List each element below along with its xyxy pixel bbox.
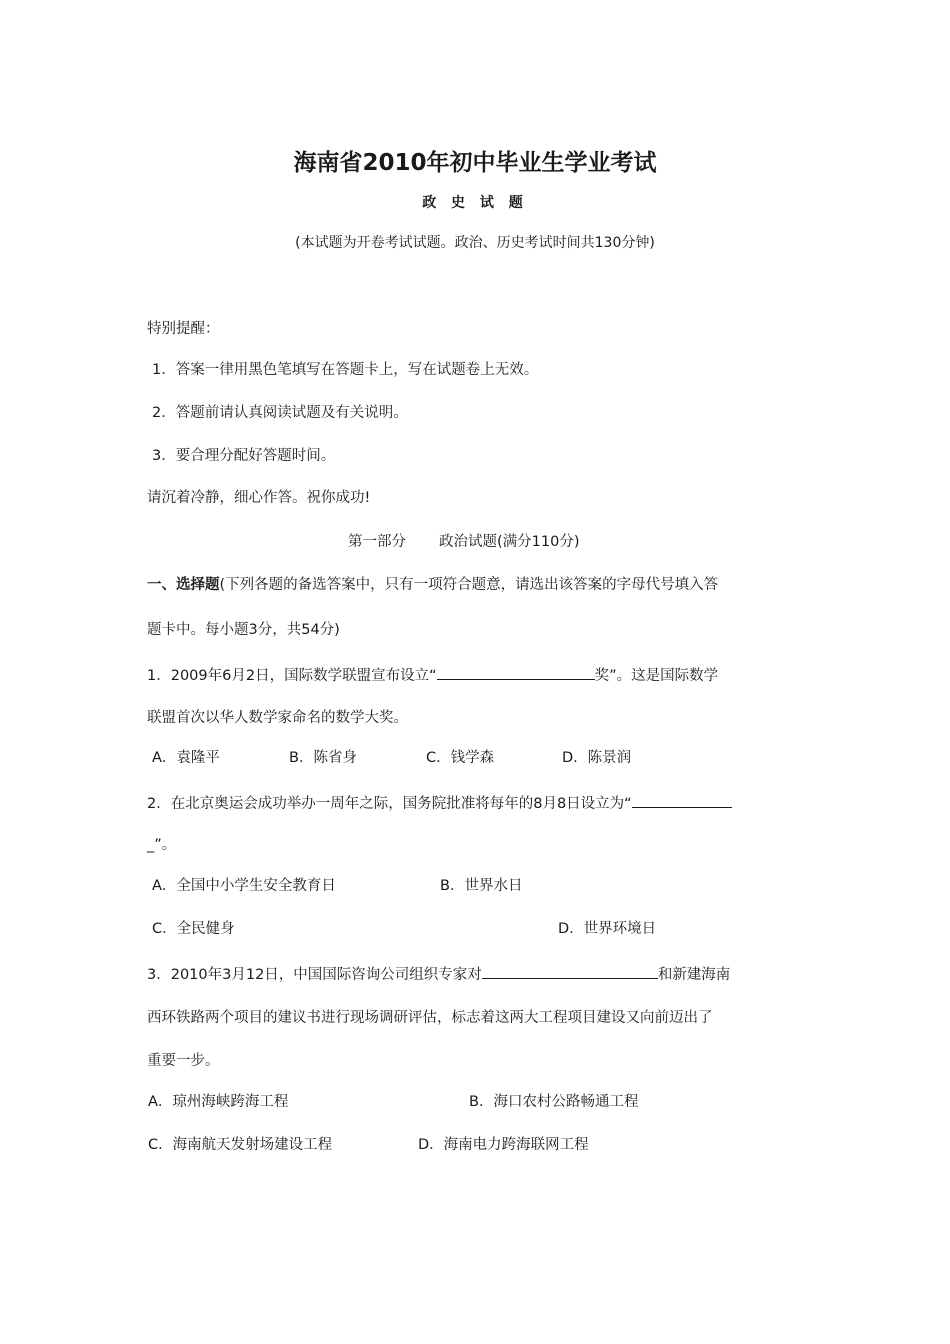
question-1-option-a: A．袁隆平 bbox=[152, 750, 220, 766]
question-2-blank bbox=[632, 794, 732, 808]
section-instruction-text: (下列各题的备选答案中，只有一项符合题意，请选出该答案的字母代号填入答 bbox=[219, 577, 719, 593]
section-instruction-cont: 题卡中。每小题3分，共54分) bbox=[147, 622, 340, 638]
exam-subtitle: 政 史 试 题 bbox=[422, 195, 528, 211]
question-2-stem bbox=[147, 794, 732, 812]
question-3-stem-b: 和新建海南 bbox=[657, 967, 731, 983]
section-heading: 一、选择题 bbox=[147, 577, 220, 593]
reminder-closing: 请沉着冷静，细心作答。祝你成功! bbox=[147, 490, 371, 506]
question-3-stem bbox=[147, 965, 730, 983]
reminder-item-2: 2．答题前请认真阅读试题及有关说明。 bbox=[152, 405, 408, 421]
question-3-option-b: B．海口农村公路畅通工程 bbox=[469, 1094, 639, 1110]
question-2-option-d: D．世界环境日 bbox=[558, 921, 657, 937]
question-3-stem-a: 3．2010年3月12日，中国国际咨询公司组织专家对 bbox=[147, 967, 482, 983]
question-3-stem-d: 重要一步。 bbox=[147, 1053, 220, 1069]
question-1-stem bbox=[147, 666, 718, 684]
question-3-option-d: D．海南电力跨海联网工程 bbox=[418, 1137, 589, 1153]
question-3-option-a: A．琼州海峡跨海工程 bbox=[148, 1094, 289, 1110]
question-2-option-b: B．世界水日 bbox=[440, 878, 523, 894]
question-2-stem-a: 2．在北京奥运会成功举办一周年之际，国务院批准将每年的8月8日设立为“ bbox=[147, 796, 632, 812]
question-3-stem-c: 西环铁路两个项目的建议书进行现场调研评估，标志着这两大工程项目建设又向前迈出了 bbox=[147, 1010, 713, 1026]
question-1-option-d: D．陈景润 bbox=[562, 750, 632, 766]
question-2-stem-c: _”。 bbox=[147, 837, 177, 853]
reminder-heading: 特别提醒： bbox=[147, 321, 220, 337]
exam-title: 海南省2010年初中毕业生学业考试 bbox=[293, 150, 657, 176]
question-1-option-c: C．钱学森 bbox=[426, 750, 495, 766]
question-1-stem-a: 1．2009年6月2日，国际数学联盟宣布设立“ bbox=[147, 668, 437, 684]
question-2-option-a: A．全国中小学生安全教育日 bbox=[152, 878, 336, 894]
question-1-stem-b: 奖”。这是国际数学 bbox=[594, 668, 719, 684]
reminder-item-3: 3．要合理分配好答题时间。 bbox=[152, 448, 336, 464]
part-title: 政治试题(满分110分) bbox=[439, 534, 580, 550]
question-3-blank bbox=[482, 965, 658, 979]
section-instruction bbox=[147, 578, 718, 593]
part-label: 第一部分 bbox=[348, 534, 406, 550]
question-2-option-c: C．全民健身 bbox=[152, 921, 235, 937]
exam-note: (本试题为开卷考试试题。政治、历史考试时间共130分钟) bbox=[295, 235, 655, 251]
question-1-stem-c: 联盟首次以华人数学家命名的数学大奖。 bbox=[147, 710, 408, 726]
question-1-blank bbox=[437, 666, 595, 680]
reminder-item-1: 1．答案一律用黑色笔填写在答题卡上，写在试题卷上无效。 bbox=[152, 362, 539, 378]
question-1-option-b: B．陈省身 bbox=[289, 750, 357, 766]
question-3-option-c: C．海南航天发射场建设工程 bbox=[148, 1137, 333, 1153]
